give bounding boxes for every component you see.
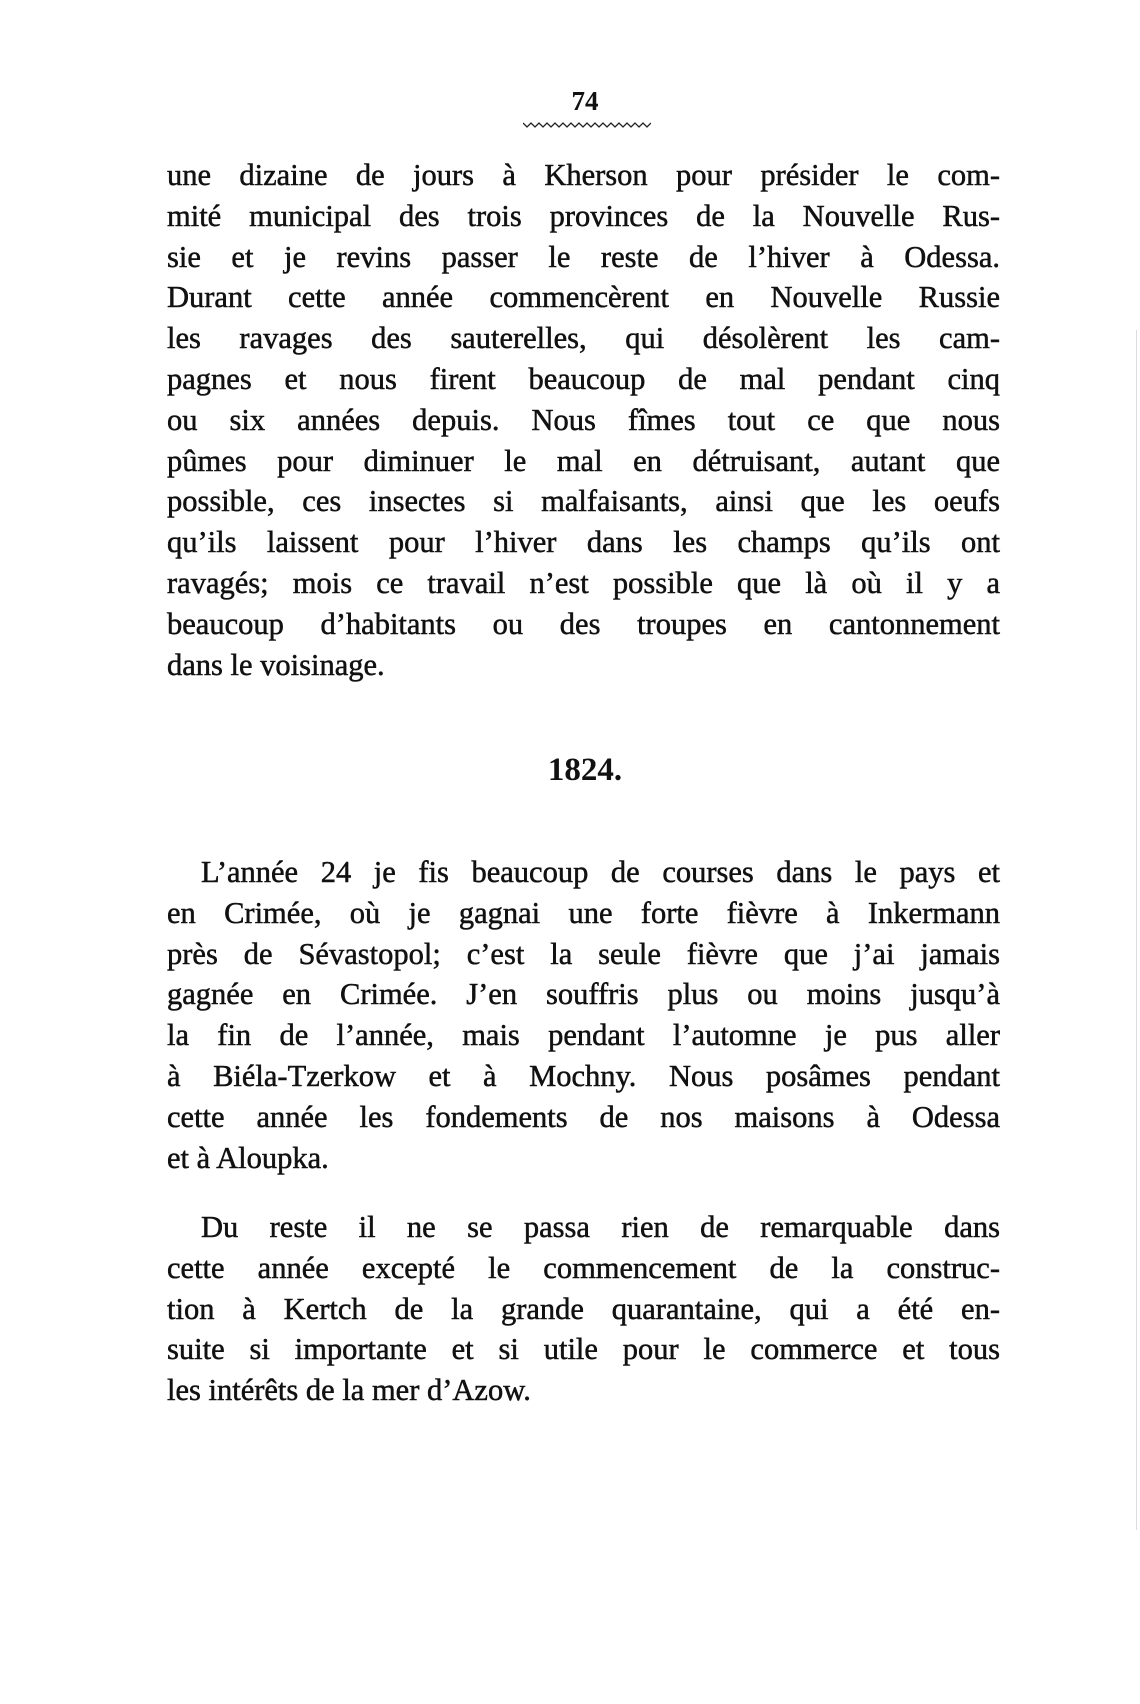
text-line: et à Aloupka. <box>167 1140 329 1175</box>
text-line: L’année 24 je fis beaucoup de courses dans le pays et <box>201 855 1000 889</box>
paragraph-3 <box>167 1207 1000 1411</box>
ornamental-rule <box>523 121 651 129</box>
text-line: à Biéla-Tzerkow et à Mochny. Nous posâmes pendant <box>167 1058 1000 1093</box>
text-line: Durant cette année commencèrent en Nouvelle Russie <box>167 280 1000 315</box>
text-line: beaucoup d’habitants ou des troupes en cantonnement <box>167 606 1000 641</box>
text-line: cette année les fondements de nos maisons à Odessa <box>167 1099 1000 1134</box>
page-number: 74 <box>571 86 599 116</box>
text-line: la fin de l’année, mais pendant l’automne je pus aller <box>167 1018 1000 1053</box>
paragraph-2 <box>167 852 1000 1178</box>
text-line: près de Sévastopol; c’est la seule fièvre que j’ai jamais <box>167 936 1000 971</box>
text-line: cette année excepté le commencement de la construc- <box>167 1250 1000 1285</box>
text-line: pûmes pour diminuer le mal en détruisant, autant que <box>167 443 1000 478</box>
text-line: ravagés; mois ce travail n’est possible que là où il y a <box>167 565 1000 600</box>
paragraph-1 <box>167 155 1000 685</box>
text-line: tion à Kertch de la grande quarantaine, qui a été en- <box>167 1291 1000 1326</box>
text-line: qu’ils laissent pour l’hiver dans les champs qu’ils ont <box>167 525 1000 560</box>
text-line: possible, ces insectes si malfaisants, ainsi que les oeufs <box>167 484 1000 519</box>
text-line: en Crimée, où je gagnai une forte fièvre à Inkermann <box>167 895 1000 930</box>
text-line: gagnée en Crimée. J’en souffris plus ou moins jusqu’à <box>167 977 1000 1012</box>
text-line: Du reste il ne se passa rien de remarquable dans <box>201 1210 1000 1244</box>
text-line: une dizaine de jours à Kherson pour présider le com- <box>167 158 1000 192</box>
text-line: les intérêts de la mer d’Azow. <box>167 1373 531 1408</box>
text-line: sie et je revins passer le reste de l’hiver à Odessa. <box>167 239 1000 274</box>
section-heading: 1824. <box>547 752 623 788</box>
page-edge <box>1136 330 1137 1530</box>
text-line: mité municipal des trois provinces de la Nouvelle Rus- <box>167 198 1000 233</box>
text-line: ou six années depuis. Nous fîmes tout ce que nous <box>167 402 1000 437</box>
text-line: les ravages des sauterelles, qui désolèrent les cam- <box>167 321 1000 356</box>
text-line: suite si importante et si utile pour le commerce et tous <box>167 1332 1000 1367</box>
text-line: dans le voisinage. <box>167 647 385 682</box>
text-line: pagnes et nous firent beaucoup de mal pendant cinq <box>167 361 1000 396</box>
